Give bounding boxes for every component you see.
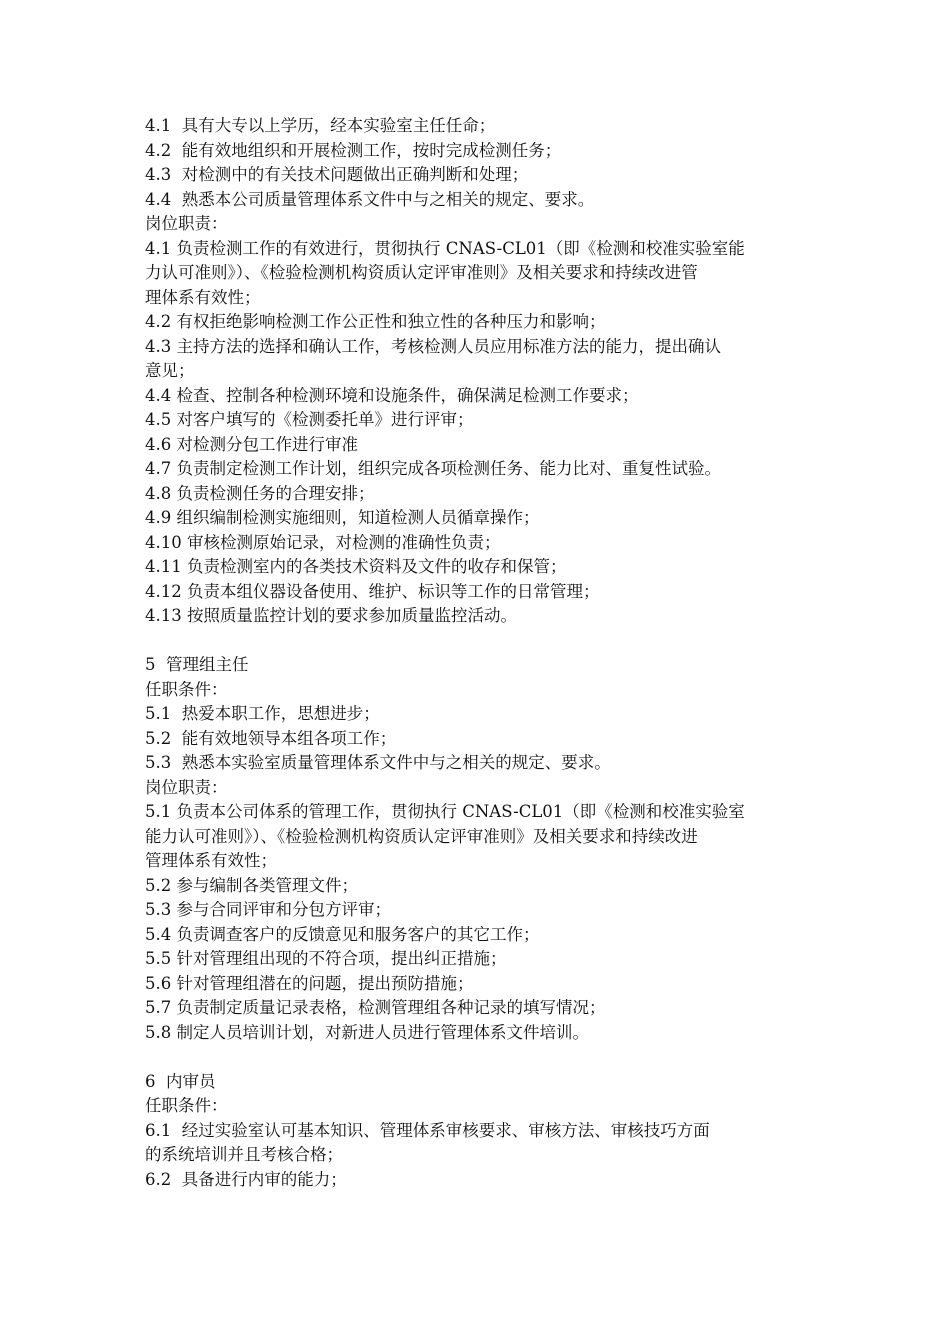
text-line: 意见；	[145, 361, 195, 380]
text-line: 4.2 能有效地组织和开展检测工作，按时完成检测任务；	[145, 140, 562, 160]
text-line: 4.3 对检测中的有关技术问题做出正确判断和处理；	[145, 165, 529, 184]
text-line: 4.4 检查、控制各种检测环境和设施条件，确保满足检测工作要求；	[145, 385, 639, 405]
blank-line	[145, 629, 815, 654]
text-line: 5.1 负责本公司体系的管理工作，贯彻执行 CNAS-CL01（即《检测和校准实验室	[145, 802, 745, 821]
text-line: 理体系有效性；	[145, 287, 261, 307]
text-line: 任职条件：	[145, 1096, 228, 1115]
text-line: 4.12 负责本组仪器设备使用、维护、标识等工作的日常管理；	[145, 581, 600, 601]
text-line: 岗位职责：	[145, 777, 228, 797]
text-line: 6.2 具备进行内审的能力；	[145, 1169, 347, 1189]
text-line: 4.1 负责检测工作的有效进行，贯彻执行 CNAS-CL01（即《检测和校准实验室能	[145, 238, 745, 258]
text-line: 5.8 制定人员培训计划，对新进人员进行管理体系文件培训。	[145, 1022, 589, 1042]
text-line: 4.7 负责制定检测工作计划，组织完成各项检测任务、能力比对、重复性试验。	[145, 459, 721, 478]
text-line: 的系统培训并且考核合格；	[145, 1145, 343, 1164]
text-line: 4.8 负责检测任务的合理安排；	[145, 483, 375, 503]
text-line: 5.6 针对管理组潜在的问题，提出预防措施；	[145, 973, 474, 993]
text-line: 5 管理组主任	[145, 655, 249, 674]
text-line: 5.2 参与编制各类管理文件；	[145, 875, 358, 895]
text-line: 4.9 组织编制检测实施细则，知道检测人员循章操作；	[145, 508, 540, 527]
text-line: 能力认可准则》）、《检验检测机构资质认定评审准则》及相关要求和持续改进	[145, 826, 698, 846]
blank-line	[145, 1045, 815, 1070]
text-line: 4.3 主持方法的选择和确认工作，考核检测人员应用标准方法的能力，提出确认	[145, 336, 721, 356]
text-line: 6 内审员	[145, 1071, 216, 1091]
text-line: 5.5 针对管理组出现的不符合项，提出纠正措施；	[145, 949, 507, 968]
text-line: 5.3 参与合同评审和分包方评审；	[145, 900, 391, 919]
text-line: 管理体系有效性；	[145, 851, 277, 870]
text-line: 4.4 熟悉本公司质量管理体系文件中与之相关的规定、要求。	[145, 189, 595, 209]
text-line: 岗位职责：	[145, 214, 228, 233]
text-line: 4.1 具有大专以上学历，经本实验室主任任命；	[145, 116, 496, 135]
text-line: 5.4 负责调查客户的反馈意见和服务客户的其它工作；	[145, 924, 540, 944]
text-line: 5.7 负责制定质量记录表格，检测管理组各种记录的填写情况；	[145, 998, 606, 1017]
document-body	[145, 114, 815, 1192]
text-line: 4.5 对客户填写的《检测委托单》进行评审；	[145, 410, 474, 429]
text-line: 4.13 按照质量监控计划的要求参加质量监控活动。	[145, 606, 517, 625]
text-line: 4.6 对检测分包工作进行审准	[145, 434, 358, 454]
text-line: 5.2 能有效地领导本组各项工作；	[145, 728, 397, 748]
text-line: 任职条件：	[145, 679, 228, 699]
text-line: 4.11 负责检测室内的各类技术资料及文件的收存和保管；	[145, 557, 567, 576]
text-line: 5.1 热爱本职工作，思想进步；	[145, 704, 380, 723]
text-line: 4.2 有权拒绝影响检测工作公正性和独立性的各种压力和影响；	[145, 312, 606, 331]
text-line: 6.1 经过实验室认可基本知识、管理体系审核要求、审核方法、审核技巧方面	[145, 1120, 710, 1140]
text-line: 4.10 审核检测原始记录，对检测的准确性负责；	[145, 532, 501, 552]
text-line: 5.3 熟悉本实验室质量管理体系文件中与之相关的规定、要求。	[145, 753, 611, 772]
text-line: 力认可准则》）、《检验检测机构资质认定评审准则》及相关要求和持续改进管	[145, 263, 698, 282]
